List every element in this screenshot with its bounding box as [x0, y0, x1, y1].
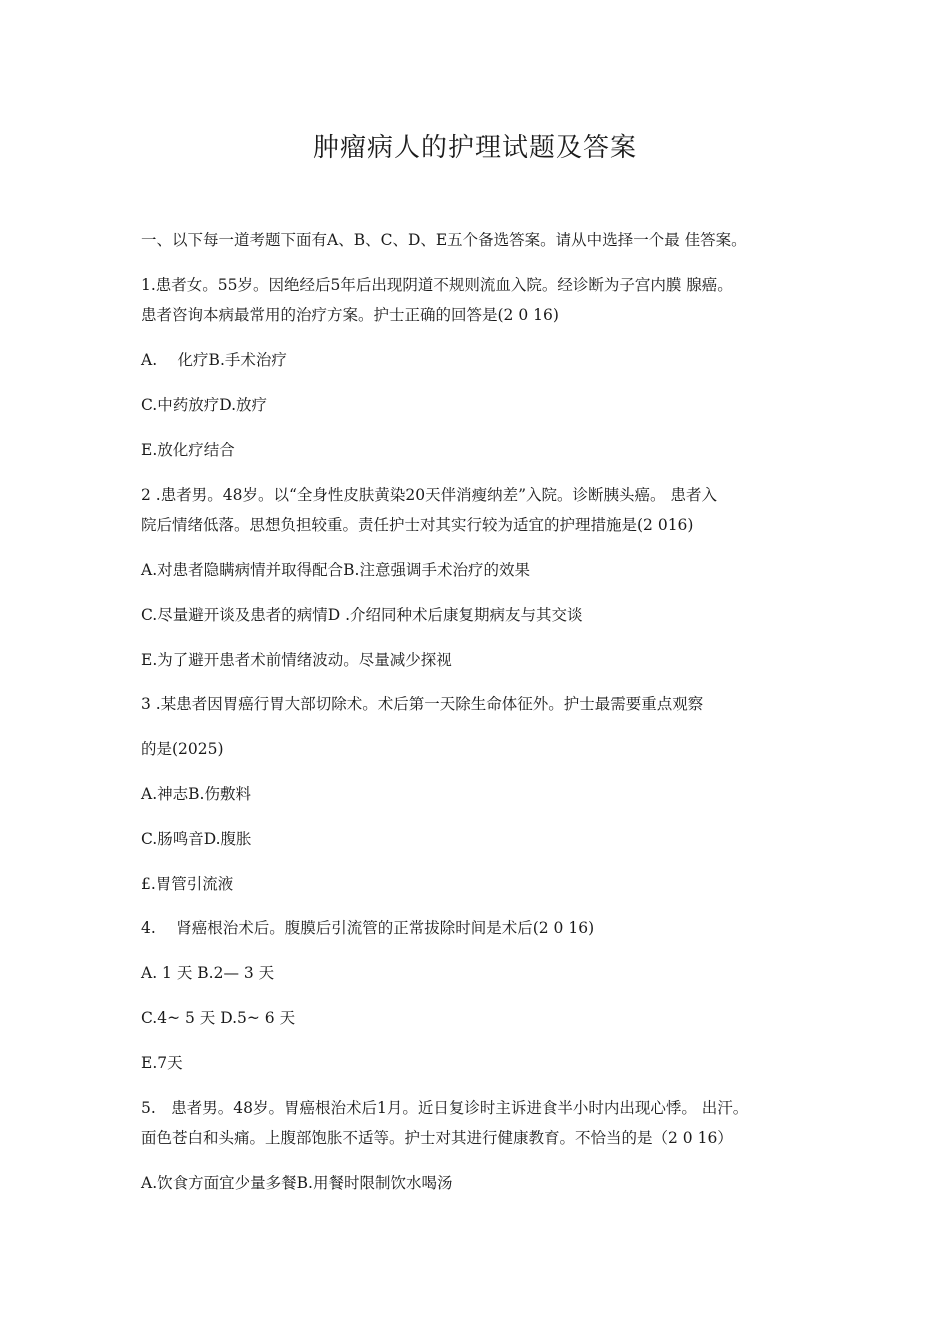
question-4-options-ab: A. 1 天 B.2— 3 天: [141, 964, 275, 982]
question-3-line-1: 3 .某患者因胃癌行胃大部切除术。术后第一天除生命体征外。护士最需要重点观察: [141, 695, 704, 713]
question-2-options-ab: A.对患者隐瞒病情并取得配合B.注意强调手术治疗的效果: [141, 561, 530, 579]
question-1-options-cd: C.中药放疗D.放疗: [141, 396, 268, 414]
question-5-line-1: 5. 患者男。48岁。胃癌根治术后1月。近日复诊时主诉进食半小时内出现心悸。 出汗。: [141, 1099, 749, 1117]
question-2-options-cd: C.尽量避开谈及患者的病情D .介绍同种术后康复期病友与其交谈: [141, 606, 583, 624]
question-1-line-1: 1.患者女。55岁。因绝经后5年后出现阴道不规则流血入院。经诊断为子宫内膜 腺癌。: [141, 276, 733, 294]
question-3-options-ab: A.神志B.伤敷料: [141, 785, 251, 803]
question-2-line-1: 2 .患者男。48岁。以“全身性皮肤黄染20天伴消瘦纳差”入院。诊断胰头癌。 患者入: [141, 486, 717, 504]
question-4-option-e: E.7天: [141, 1054, 183, 1072]
question-3-line-2: 的是(2025): [141, 740, 224, 758]
document-title: 肿瘤病人的护理试题及答案: [312, 133, 637, 163]
section-instruction: 一、以下每一道考题下面有A、B、C、D、E五个备选答案。请从中选择一个最 佳答案。: [141, 231, 747, 249]
question-4-options-cd: C.4~ 5 天 D.5~ 6 天: [141, 1009, 296, 1027]
question-3-option-e: £.胃管引流液: [141, 875, 234, 893]
question-3-options-cd: C.肠鸣音D.腹胀: [141, 830, 252, 848]
question-1-options-ab: A. 化疗B.手术治疗: [141, 351, 287, 369]
question-5-options-ab: A.饮食方面宜少量多餐B.用餐时限制饮水喝汤: [141, 1174, 453, 1192]
question-2-option-e: E.为了避开患者术前情绪波动。尽量减少探视: [141, 651, 452, 669]
question-4-line-1: 4. 肾癌根治术后。腹膜后引流管的正常拔除时间是术后(2 0 16): [141, 919, 595, 937]
question-2-line-2: 院后情绪低落。思想负担较重。责任护士对其实行较为适宜的护理措施是(2 016): [141, 516, 694, 534]
question-1-option-e: E.放化疗结合: [141, 441, 235, 459]
question-1-line-2: 患者咨询本病最常用的治疗方案。护士正确的回答是(2 0 16): [141, 306, 559, 324]
question-5-line-2: 面色苍白和头痛。上腹部饱胀不适等。护士对其进行健康教育。不恰当的是（2 0 16）: [141, 1129, 733, 1147]
